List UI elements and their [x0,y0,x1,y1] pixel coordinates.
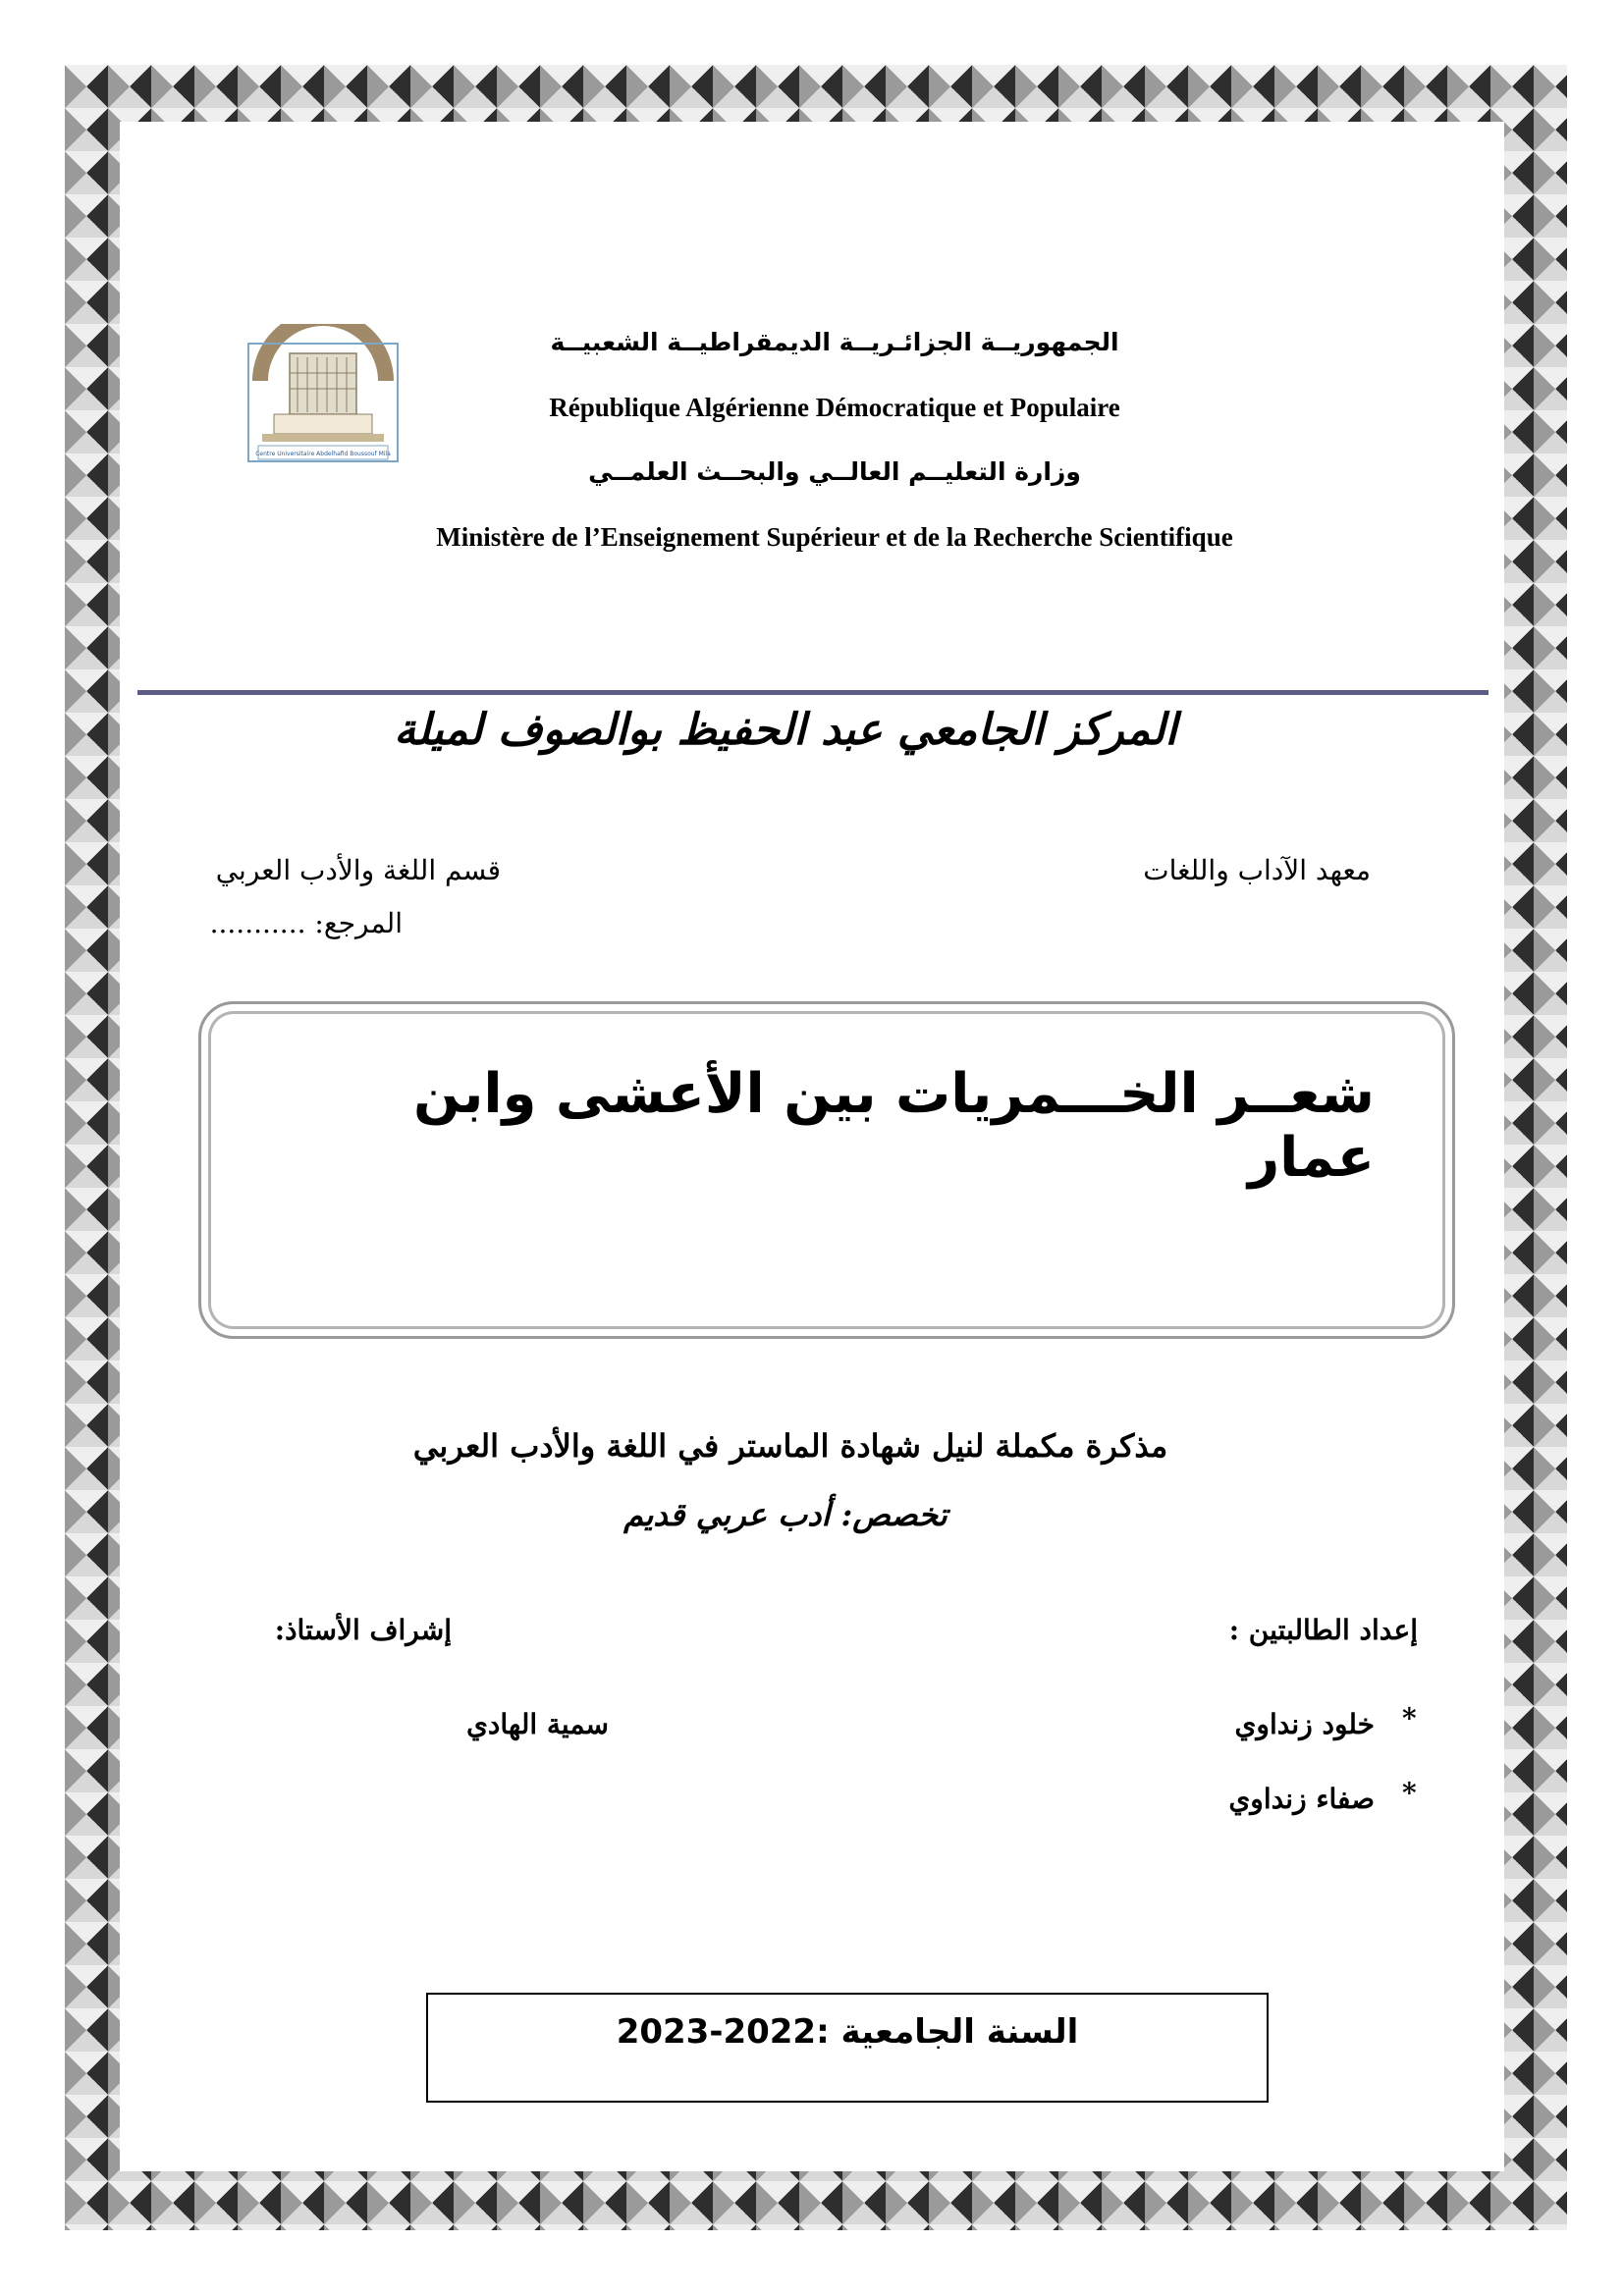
department-name: قسم اللغة والأدب العربي [215,854,501,886]
logo-caption: Centre Universitaire Abdelhafid Boussouf Mila [255,451,391,457]
students-label: إعداد الطالبتين : [1228,1614,1418,1646]
republic-arabic: الجمهوريــة الجزائـريــة الديمقراطيــة الشعبيــة [550,328,1119,356]
supervisor-label: إشراف الأستاذ: [274,1614,452,1646]
university-logo [239,324,407,471]
thesis-title: شعــر الخـــمريات بين الأعشى وابن عمار [413,1062,1375,1190]
centre-name: المركز الجامعي عبد الحفيظ بوالصوف لميلة [394,705,1177,755]
bullet-1: * [1402,1702,1417,1735]
student-1-name: خلود زنداوي [1234,1708,1375,1740]
bullet-2: * [1402,1777,1417,1809]
student-2-name: صفاء زنداوي [1228,1783,1375,1815]
institute-name: معهد الآداب واللغات [1143,854,1371,886]
specialty: تخصص: أدب عربي قديم [623,1496,947,1533]
academic-year: السنة الجامعية :2022-2023 [616,2012,1079,2052]
supervisor-name: سمية الهادي [466,1708,609,1740]
ministry-arabic: وزارة التعليــم العالــي والبحــث العلمــي [588,457,1081,486]
republic-french: République Algérienne Démocratique et Populaire [549,393,1120,422]
ministry-french: Ministère de l’Enseignement Supérieur et de la Recherche Scientifique [436,522,1233,552]
header-divider [137,690,1489,695]
reference-field: المرجع: ........... [209,907,403,939]
memo-statement: مذكرة مكملة لنيل شهادة الماستر في اللغة والأدب العربي [412,1427,1168,1465]
